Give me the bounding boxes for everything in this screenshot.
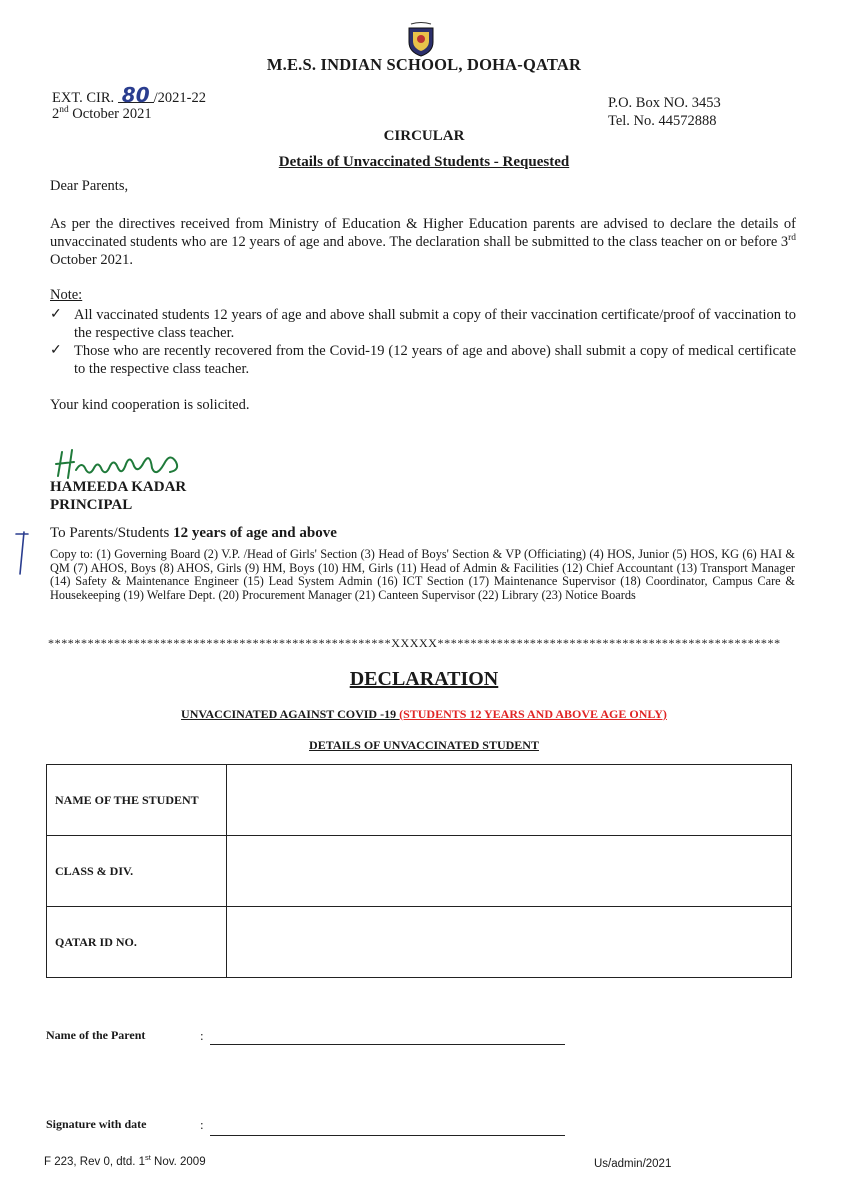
reference-prefix: EXT. CIR. xyxy=(52,90,118,106)
date-day: 2 xyxy=(52,106,60,122)
form-code-sup: st xyxy=(145,1153,151,1163)
telephone: Tel. No. 44572888 xyxy=(608,113,717,129)
circular-heading: CIRCULAR xyxy=(383,128,465,144)
subject-text: Details of Unvaccinated Students - Requested xyxy=(278,154,570,170)
school-name: M.E.S. INDIAN SCHOOL, DOHA-QATAR xyxy=(266,55,582,74)
circular-number: 80 xyxy=(118,88,154,103)
form-code xyxy=(44,1153,206,1168)
body-sup: rd xyxy=(788,233,796,244)
note-item xyxy=(50,342,796,378)
school-crest-icon xyxy=(405,22,437,58)
student-details-table xyxy=(46,764,792,978)
declaration-title xyxy=(0,668,848,691)
addressee-age: 12 years of age and above xyxy=(173,525,337,541)
body-main: As per the directives received from Ministry of Education & Higher Education parents are advised to declare the details of unvaccinated students who are 12 years of age and above. The declaration shall be submitted to the class teacher on or before 3 xyxy=(50,216,796,250)
declaration-title-text: DECLARATION xyxy=(349,668,499,690)
pen-mark xyxy=(12,528,32,578)
principal-title: PRINCIPAL xyxy=(50,497,133,513)
table-row xyxy=(47,836,792,907)
qatar-id-field[interactable] xyxy=(227,907,792,978)
colon: : xyxy=(200,1117,204,1132)
po-box: P.O. Box NO. 3453 xyxy=(608,95,721,111)
table-row xyxy=(47,765,792,836)
details-heading-text: DETAILS OF UNVACCINATED STUDENT xyxy=(309,738,539,752)
closing-line: Your kind cooperation is solicited. xyxy=(50,397,250,413)
subtitle-red: (STUDENTS 12 YEARS AND ABOVE AGE ONLY) xyxy=(399,707,667,721)
date-rest: October 2021 xyxy=(68,106,152,122)
circular-reference xyxy=(52,83,206,107)
row-label: NAME OF THE STUDENT xyxy=(47,765,227,836)
row-label: CLASS & DIV. xyxy=(47,836,227,907)
parent-name-label: Name of the Parent xyxy=(46,1028,146,1042)
signature-line[interactable] xyxy=(210,1135,565,1136)
colon: : xyxy=(200,1028,204,1043)
admin-reference: Us/admin/2021 xyxy=(594,1158,672,1170)
checkmark-icon: ✓ xyxy=(50,307,62,322)
addressee-line xyxy=(50,525,337,542)
table-row xyxy=(47,907,792,978)
date-sup: nd xyxy=(59,105,69,116)
form-code-text: F 223, Rev 0, dtd. 1 xyxy=(44,1156,146,1168)
separator-line: ****************************************************XXXXX**************************************************** xyxy=(48,636,781,650)
note-item xyxy=(50,306,796,342)
note-label: Note: xyxy=(50,287,83,303)
principal-name: HAMEEDA KADAR xyxy=(50,479,187,495)
circular-subject xyxy=(0,154,848,171)
row-label: QATAR ID NO. xyxy=(47,907,227,978)
subtitle-black: UNVACCINATED AGAINST COVID -19 xyxy=(181,707,400,721)
form-code-end: Nov. 2009 xyxy=(150,1156,206,1168)
parent-name-line[interactable] xyxy=(210,1044,565,1045)
circular-body xyxy=(50,215,796,269)
checkmark-icon: ✓ xyxy=(50,343,62,358)
details-heading xyxy=(0,738,848,753)
student-name-field[interactable] xyxy=(227,765,792,836)
class-div-field[interactable] xyxy=(227,836,792,907)
note-text: All vaccinated students 12 years of age and above shall submit a copy of their vaccination certificate/proof of vaccination to the respective class teacher. xyxy=(74,307,796,341)
reference-suffix: /2021-22 xyxy=(153,90,206,106)
circular-date xyxy=(52,106,152,123)
greeting: Dear Parents, xyxy=(50,178,129,194)
copy-to-list: Copy to: (1) Governing Board (2) V.P. /Head of Girls' Section (3) Head of Boys' Section & VP (Officiating) (4) HOS, Junior (5) HOS, KG (6) HAI & QM (7) AHOS, Boys (8) AHOS, Girls (9) HM, Boys (10) HM, Girls (11) Head of Admin & Facilities (12) Chief Accountant (13) Transport Manager (14) Safety & Maintenance Engineer (15) Lead System Admin (16) ICT Section (17) Maintenance Supervisor (18) Coordinator, Campus Care & Housekeeping (19) Welfare Dept. (20) Procurement Manager (21) Canteen Supervisor (22) Library (23) Notice Boards xyxy=(50,547,795,603)
body-end: October 2021. xyxy=(50,252,133,268)
note-text: Those who are recently recovered from the Covid-19 (12 years of age and above) shall submit a copy of medical certificate to the respective class teacher. xyxy=(74,343,796,377)
signature-label: Signature with date xyxy=(46,1117,147,1131)
declaration-subtitle xyxy=(0,707,848,722)
addressee-prefix: To Parents/Students xyxy=(50,525,174,541)
